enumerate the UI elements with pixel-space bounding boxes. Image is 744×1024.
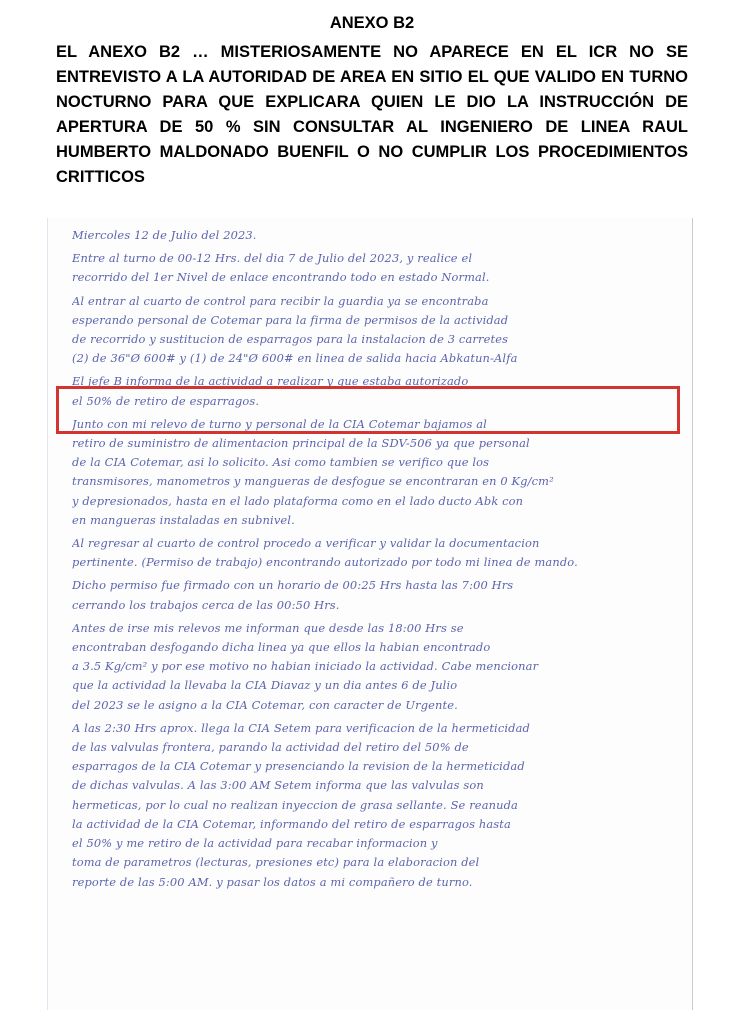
handwritten-paragraph — [72, 576, 686, 614]
handwritten-line: de recorrido y sustitucion de esparragos para la instalacion de 3 carretes — [72, 332, 509, 347]
handwritten-line: esparragos de la CIA Cotemar y presenciando la revision de la hermeticidad — [72, 759, 525, 774]
handwritten-line: en mangueras instaladas en subnivel. — [72, 512, 295, 527]
annex-title: ANEXO B2 — [329, 14, 415, 32]
handwritten-line: reporte de las 5:00 AM. y pasar los datos a mi compañero de turno. — [72, 874, 473, 889]
handwritten-line: Dicho permiso fue firmado con un horario de 00:25 Hrs hasta las 7:00 Hrs — [72, 578, 514, 593]
handwritten-line: que la actividad la llevaba la CIA Diavaz y un dia antes 6 de Julio — [72, 678, 458, 693]
handwritten-line: Al entrar al cuarto de control para recibir la guardia ya se encontraba — [72, 293, 489, 308]
handwritten-paragraph — [72, 249, 686, 287]
annex-lead-statement: EL ANEXO B2 … MISTERIOSAMENTE NO APARECE EN EL ICR NO SE ENTREVISTO A LA AUTORIDAD DE AREA EN SITIO EL QUE VALIDO EN TURNO NOCTURNO PARA QUE EXPLICARA QUIEN LE DIO LA INSTRUCCIÓN DE APERTURA DE 50 % SIN CONSULTAR AL INGENIERO DE LINEA RAUL HUMBERTO MALDONADO BUENFIL O NO CUMPLIR LOS PROCEDIMIENTOS CRITTICOS — [56, 43, 688, 186]
handwritten-line: toma de parametros (lecturas, presiones etc) para la elaboracion del — [72, 855, 480, 870]
handwritten-text — [72, 226, 686, 896]
handwritten-date — [72, 226, 686, 245]
handwritten-line: Al regresar al cuarto de control procedo a verificar y validar la documentacion — [72, 536, 540, 551]
handwritten-line: (2) de 36"Ø 600# y (1) de 24"Ø 600# en linea de salida hacia Abkatun-Alfa — [72, 351, 518, 366]
handwritten-paragraphs — [72, 249, 686, 892]
handwritten-line: a 3.5 Kg/cm² y por ese motivo no habian iniciado la actividad. Cabe mencionar — [72, 659, 539, 674]
handwritten-line: la actividad de la CIA Cotemar, informando del retiro de esparragos hasta — [72, 816, 511, 831]
handwritten-line: A las 2:30 Hrs aprox. llega la CIA Setem para verificacion de la hermeticidad — [72, 720, 530, 735]
handwritten-line: transmisores, manometros y mangueras de desfogue se encontraran en 0 Kg/cm² — [72, 474, 554, 489]
handwritten-line: hermeticas, por lo cual no realizan inyeccion de grasa sellante. Se reanuda — [72, 797, 518, 812]
handwritten-line: y depresionados, hasta en el lado plataforma como en el lado ducto Abk con — [72, 493, 524, 508]
handwritten-line: cerrando los trabajos cerca de las 00:50 Hrs. — [72, 597, 340, 612]
handwritten-paragraph — [72, 534, 686, 572]
handwritten-line: encontraban desfogando dicha linea ya que ellos la habian encontrado — [72, 640, 491, 655]
handwritten-line: del 2023 se le asigno a la CIA Cotemar, con caracter de Urgente. — [72, 697, 458, 712]
red-highlight-box — [56, 386, 680, 434]
handwritten-paragraph — [72, 292, 686, 369]
handwritten-line: Antes de irse mis relevos me informan que desde las 18:00 Hrs se — [72, 620, 464, 635]
handwritten-line: Entre al turno de 00-12 Hrs. del dia 7 de Julio del 2023, y realice el — [72, 251, 473, 266]
handwritten-line: pertinente. (Permiso de trabajo) encontrando autorizado por todo mi linea de mando. — [72, 555, 578, 570]
handwritten-paragraph — [72, 719, 686, 892]
handwritten-line: retiro de suministro de alimentacion principal de la SDV-506 ya que personal — [72, 436, 530, 451]
handwritten-line: Junto con mi relevo de turno y personal de la CIA Cotemar bajamos al — [72, 416, 487, 431]
handwritten-line: esperando personal de Cotemar para la firma de permisos de la actividad — [72, 312, 509, 327]
handwritten-line: Miercoles 12 de Julio del 2023. — [72, 228, 257, 242]
handwritten-line: El jefe B informa de la actividad a realizar y que estaba autorizado — [72, 374, 469, 389]
handwritten-line: de las valvulas frontera, parando la actividad del retiro del 50% de — [72, 740, 469, 755]
handwritten-line: recorrido del 1er Nivel de enlace encontrando todo en estado Normal. — [72, 270, 490, 285]
handwritten-paragraph — [72, 619, 686, 715]
handwritten-line: de dichas valvulas. A las 3:00 AM Setem informa que las valvulas son — [72, 778, 484, 793]
handwritten-line: el 50% de retiro de esparragos. — [72, 393, 260, 408]
handwritten-line: el 50% y me retiro de la actividad para recabar informacion y — [72, 836, 438, 851]
handwritten-line: de la CIA Cotemar, asi lo solicito. Asi como tambien se verifico que los — [72, 455, 490, 470]
